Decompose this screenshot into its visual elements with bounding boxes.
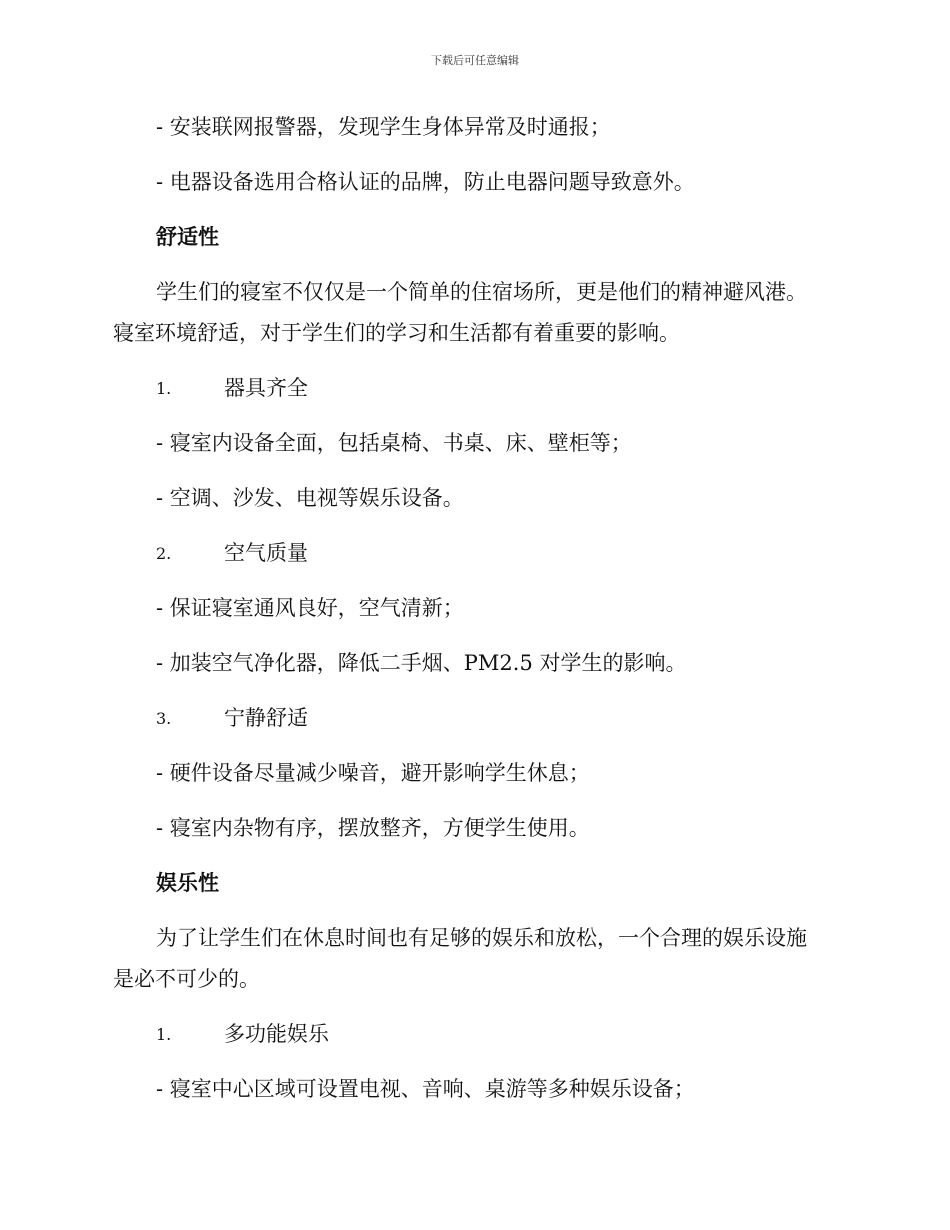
entertainment-item-1-number: 1. — [156, 1025, 172, 1044]
comfort-item-3-bullet-1: - 硬件设备尽量减少噪音，避开影响学生休息； — [156, 761, 590, 785]
comfort-item-1-title: 器具齐全 — [224, 376, 308, 400]
comfort-item-3-number: 3. — [156, 709, 172, 728]
comfort-intro-line-1: 学生们的寝室不仅仅是一个简单的住宿场所，更是他们的精神避风港。 — [156, 280, 807, 304]
entertainment-item-1-title: 多功能娱乐 — [224, 1022, 329, 1046]
comfort-item-1-bullet-2: - 空调、沙发、电视等娱乐设备。 — [156, 486, 464, 510]
safety-bullet-2: - 电器设备选用合格认证的品牌，防止电器问题导致意外。 — [156, 170, 695, 194]
safety-bullet-1: - 安装联网报警器，发现学生身体异常及时通报； — [156, 115, 611, 139]
comfort-item-2-title: 空气质量 — [224, 541, 308, 565]
comfort-item-1-number: 1. — [156, 379, 172, 398]
section-heading-comfort: 舒适性 — [156, 225, 219, 249]
comfort-intro-line-2: 寝室环境舒适，对于学生们的学习和生活都有着重要的影响。 — [113, 321, 680, 345]
comfort-item-2-bullet-1: - 保证寝室通风良好，空气清新； — [156, 596, 464, 620]
comfort-item-1-bullet-1: - 寝室内设备全面，包括桌椅、书桌、床、壁柜等； — [156, 431, 632, 455]
entertainment-intro-line-2: 是必不可少的。 — [113, 967, 260, 991]
page-header: 下载后可任意编辑 — [431, 54, 519, 67]
comfort-item-3-title: 宁静舒适 — [224, 706, 308, 730]
comfort-item-2-bullet-2: - 加装空气净化器，降低二手烟、PM2.5 对学生的影响。 — [156, 651, 687, 675]
entertainment-item-1-bullet-1: - 寝室中心区域可设置电视、音响、桌游等多种娱乐设备； — [156, 1077, 695, 1101]
section-heading-entertainment: 娱乐性 — [156, 871, 219, 895]
comfort-item-2-number: 2. — [156, 544, 172, 563]
comfort-item-3-bullet-2: - 寝室内杂物有序，摆放整齐，方便学生使用。 — [156, 816, 590, 840]
entertainment-intro-line-1: 为了让学生们在休息时间也有足够的娱乐和放松，一个合理的娱乐设施 — [156, 926, 807, 950]
